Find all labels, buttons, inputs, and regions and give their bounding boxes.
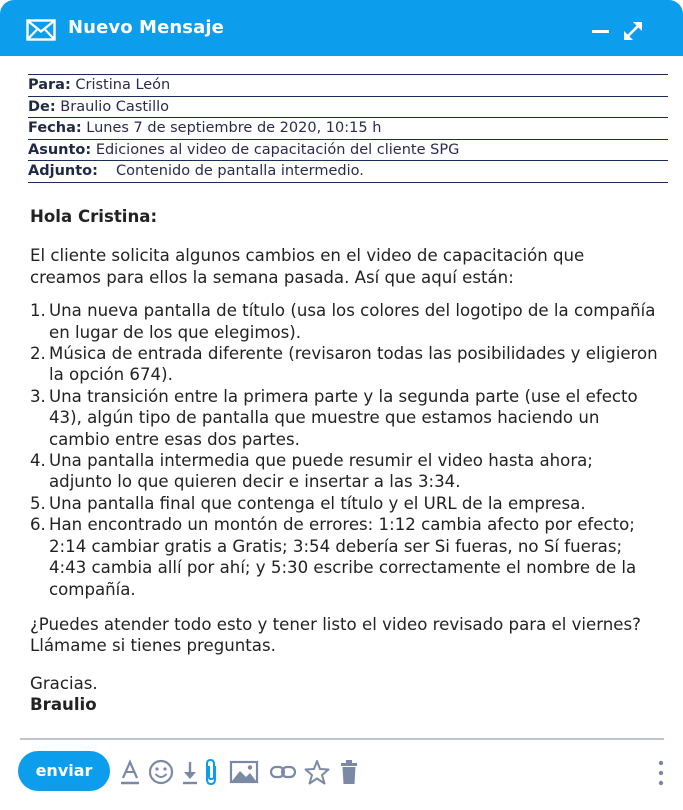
- window-title: Nuevo Mensaje: [68, 17, 224, 38]
- list-item-number: 1.: [30, 301, 46, 321]
- list-item: [30, 343, 660, 386]
- list-item: [30, 450, 660, 493]
- list-item-number: 2.: [30, 344, 46, 364]
- image-icon[interactable]: [229, 758, 259, 786]
- list-item-text: Han encontrado un montón de errores: 1:12 cambia afecto por efecto; 2:14 cambiar gratis a Gratis; 3:54 debería ser Si fueras, no Sí fueras; 4:43 cambia allí por ahí; y 5:30 escribe correctamente el nombre de la compañía.: [49, 515, 637, 599]
- date-value: Lunes 7 de septiembre de 2020, 10:15 h: [86, 120, 382, 136]
- subject-label: Asunto:: [28, 141, 92, 158]
- list-item-text: Una nueva pantalla de título (usa los colores del logotipo de la compañía en lugar de los que elegimos).: [49, 301, 656, 342]
- toolbar-divider: [20, 738, 664, 740]
- text-format-icon[interactable]: [120, 758, 140, 786]
- subject-value: Ediciones al video de capacitación del cliente SPG: [95, 141, 460, 158]
- from-label: De:: [28, 98, 56, 115]
- subject-row: [28, 140, 668, 162]
- greeting: Hola Cristina:: [30, 207, 158, 226]
- message-body[interactable]: [30, 206, 660, 716]
- attachment-label: Adjunto:: [28, 163, 98, 179]
- list-item-text: Una pantalla final que contenga el título y el URL de la empresa.: [49, 493, 586, 513]
- list-item-number: 3.: [30, 386, 46, 406]
- change-list: [30, 300, 660, 600]
- closing-paragraph: ¿Puedes atender todo esto y tener listo el video revisado para el viernes? Llámame si tienes preguntas.: [30, 614, 641, 656]
- minimize-icon[interactable]: [590, 22, 612, 40]
- list-item-text: Una pantalla intermedia que puede resumir el video hasta ahora; adjunto lo que quieren decir e insertar a las 3:34.: [49, 451, 593, 492]
- intro-paragraph: El cliente solicita algunos cambios en el video de capacitación que creamos para ellos la semana pasada. Así que aquí están:: [30, 246, 585, 287]
- list-item-text: Una transición entre la primera parte y la segunda parte (use el efecto 43), algún tipo de pantalla que muestre que estamos haciendo un cambio entre esas dos partes.: [49, 386, 638, 449]
- list-item: [30, 514, 660, 600]
- attachment-row: [28, 161, 668, 183]
- date-label: Fecha:: [28, 120, 82, 136]
- more-options-icon[interactable]: [657, 760, 665, 786]
- list-item-number: 5.: [30, 493, 46, 513]
- to-row: [28, 74, 668, 97]
- message-headers: [28, 74, 668, 183]
- download-icon[interactable]: [180, 758, 200, 786]
- attachment-value[interactable]: Contenido de pantalla intermedio.: [116, 163, 364, 179]
- title-bar: [0, 0, 683, 56]
- from-value: Braulio Castillo: [60, 98, 170, 115]
- to-label: Para:: [28, 77, 71, 93]
- list-item: [30, 386, 660, 450]
- list-item: [30, 300, 660, 343]
- envelope-icon: [26, 19, 56, 41]
- send-button[interactable]: enviar: [18, 751, 110, 791]
- list-item-number: 4.: [30, 451, 46, 471]
- thanks-text: Gracias.: [30, 673, 98, 693]
- list-item-number: 6.: [30, 515, 46, 535]
- trash-icon[interactable]: [338, 758, 360, 786]
- to-value: Cristina León: [75, 77, 171, 93]
- signature: Braulio: [30, 695, 97, 715]
- list-item-text: Música de entrada diferente (revisaron todas las posibilidades y eligieron la opción 674).: [49, 344, 658, 385]
- star-icon[interactable]: [304, 758, 330, 786]
- link-icon[interactable]: [269, 758, 297, 786]
- from-row: [28, 97, 668, 119]
- emoji-icon[interactable]: [148, 758, 174, 786]
- date-row: [28, 118, 668, 140]
- list-item: [30, 493, 660, 514]
- expand-icon[interactable]: [622, 20, 644, 42]
- attach-icon[interactable]: [203, 758, 221, 786]
